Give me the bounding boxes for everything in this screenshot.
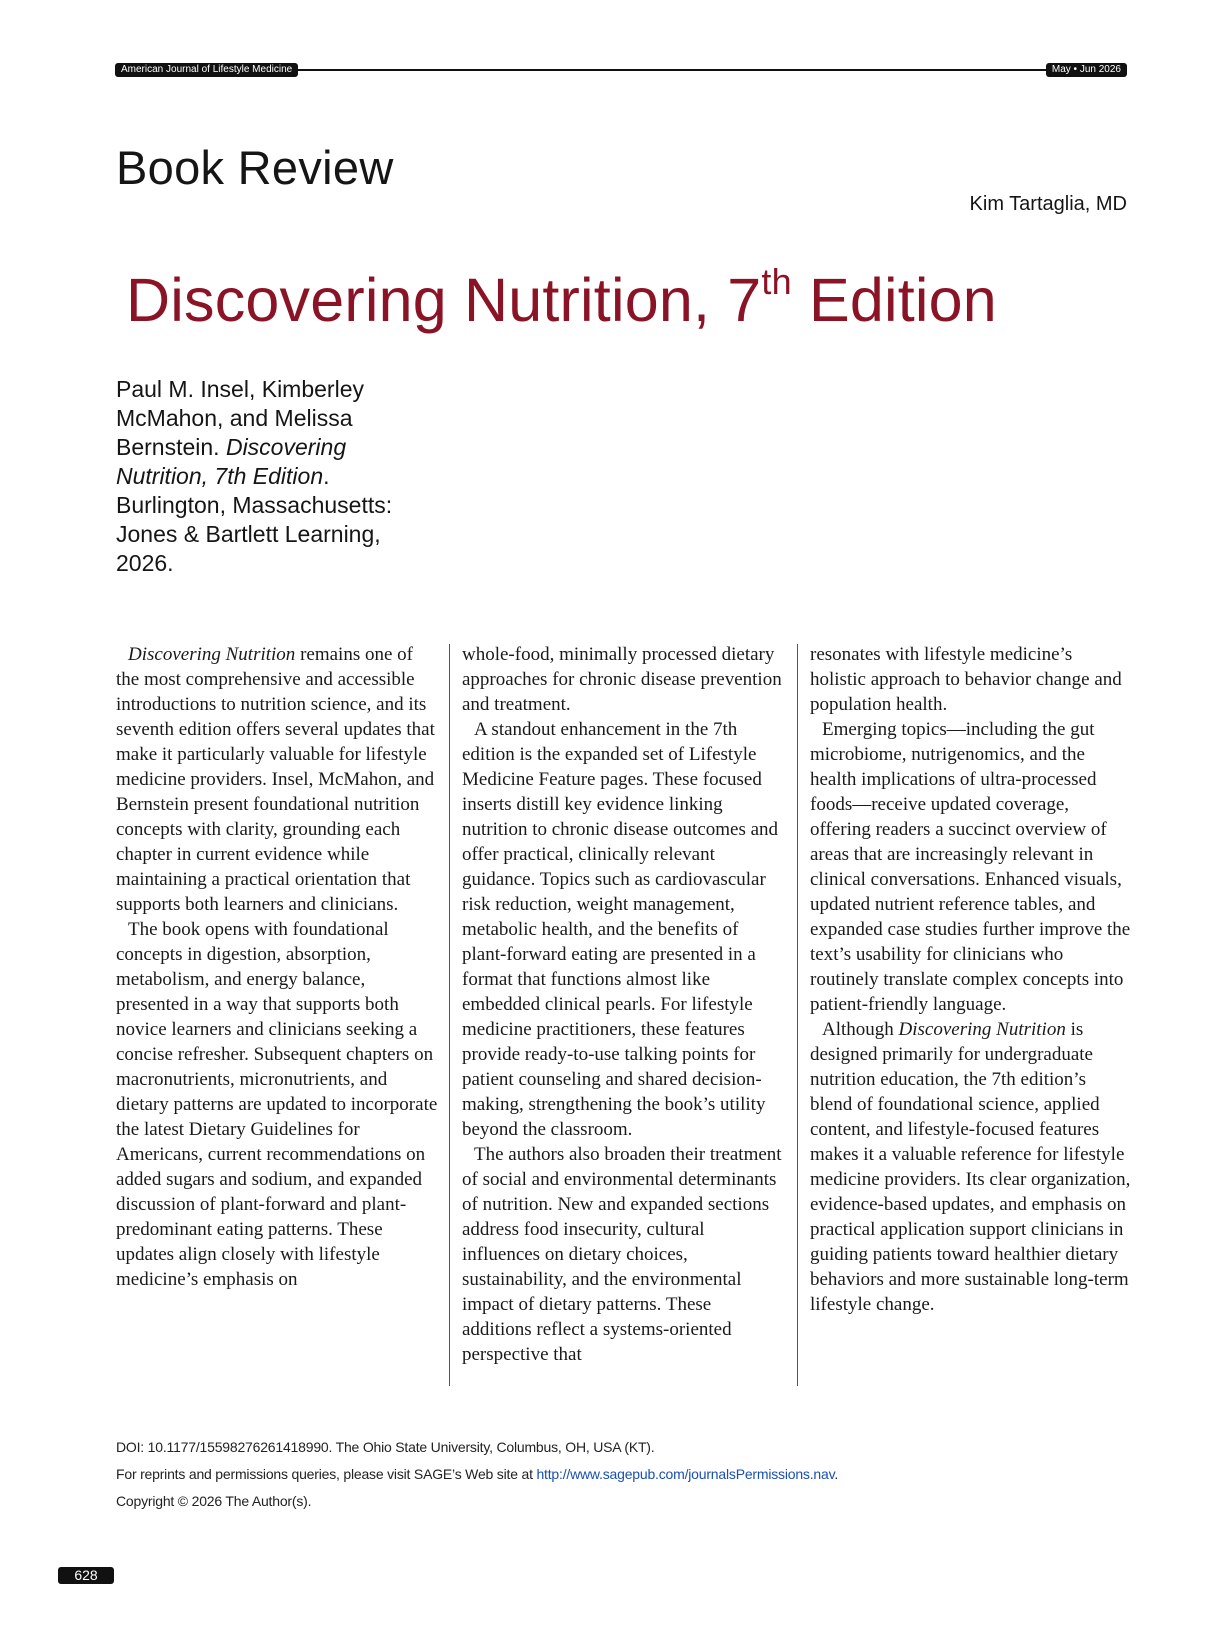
paragraph: Emerging topics—including the gut microbiome, nutrigenomics, and the health implications of ultra-processed foods—receive updated coverage, offering readers a succinct overview of areas that are increasingly relevant in clinical conversations. Enhanced visuals, updated nutrient reference tables, and expanded case studies further improve the text’s usability for clinicians who routinely translate complex concepts into patient-friendly language.: [810, 719, 1131, 1015]
book-title-superscript: th: [761, 261, 792, 302]
book-name-italic: Discovering Nutrition: [898, 1019, 1066, 1040]
paragraph-text: is designed primarily for undergraduate nutrition education, the 7th edition’s blend of foundational science, applied content, and lifestyle-focused features makes it a valuable reference for lifestyle medicine providers. Its clear organization, evidence-based updates, and emphasis on practical application support clinicians in guiding patients toward healthier dietary behaviors and more sustainable long-term lifestyle change.: [810, 1019, 1131, 1315]
reprints-note: [116, 1461, 1116, 1488]
paragraph-text: remains one of the most comprehensive and accessible introductions to nutrition science, and its seventh edition offers several updates that make it particularly valuable for lifestyle medicine providers. Insel, McMahon, and Bernstein present foundational nutrition concepts with clarity, grounding each chapter in current evidence while maintaining a practical orientation that supports both learners and clinicians.: [116, 644, 435, 915]
body-column-3: [810, 642, 1132, 1317]
body-column-1: [116, 642, 438, 1292]
journal-name: American Journal of Lifestyle Medicine: [115, 63, 298, 77]
citation-publisher: . Burlington, Massachusetts: Jones & Bartlett Learning, 2026.: [116, 463, 393, 576]
citation-title: Discovering Nutrition, 7th Edition: [116, 434, 347, 489]
book-name-italic: Discovering Nutrition: [128, 644, 296, 665]
issue-date: May • Jun 2026: [1046, 63, 1127, 77]
paragraph-text: Although: [822, 1019, 899, 1040]
body-column-2: [462, 642, 784, 1367]
book-title: [126, 262, 997, 338]
review-author: Kim Tartaglia, MD: [969, 193, 1127, 215]
book-title-main: Discovering Nutrition, 7: [126, 266, 762, 334]
column-divider: [449, 644, 450, 1386]
copyright-note: Copyright © 2026 The Author(s).: [116, 1493, 312, 1509]
paragraph: [116, 642, 438, 917]
page-number: 628: [58, 1567, 114, 1584]
book-citation: [116, 375, 436, 578]
column-divider: [797, 644, 798, 1386]
paragraph: [810, 1017, 1132, 1317]
permissions-link[interactable]: http://www.sagepub.com/journalsPermissions.nav: [536, 1466, 835, 1482]
paragraph: resonates with lifestyle medicine’s holistic approach to behavior change and population health.: [810, 644, 1122, 715]
reprints-suffix: .: [834, 1466, 839, 1482]
footnotes: [116, 1434, 1116, 1515]
paragraph: The authors also broaden their treatment of social and environmental determinants of nutrition. New and expanded sections address food insecurity, cultural influences on dietary choices, sustainability, and the environmental impact of dietary patterns. These additions reflect a systems-oriented perspective that: [462, 1144, 782, 1365]
citation-authors: Paul M. Insel, Kimberley McMahon, and Melissa Bernstein.: [116, 376, 364, 460]
paragraph: whole-food, minimally processed dietary approaches for chronic disease prevention and treatment.: [462, 644, 782, 715]
paragraph: A standout enhancement in the 7th edition is the expanded set of Lifestyle Medicine Feature pages. These focused inserts distill key evidence linking nutrition to chronic disease outcomes and offer practical, clinically relevant guidance. Topics such as cardiovascular risk reduction, weight management, metabolic health, and the benefits of plant-forward eating are presented in a format that functions almost like embedded clinical pearls. For lifestyle medicine practitioners, these features provide ready-to-use talking points for patient counseling and shared decision-making, strengthening the book’s utility beyond the classroom.: [462, 719, 779, 1140]
book-title-suffix: Edition: [791, 266, 997, 334]
section-title: Book Review: [116, 141, 394, 194]
reprints-text: For reprints and permissions queries, please visit SAGE’s Web site at: [116, 1466, 537, 1482]
doi-note: DOI: 10.1177/15598276261418990. The Ohio State University, Columbus, OH, USA (KT).: [116, 1439, 655, 1455]
paragraph: The book opens with foundational concepts in digestion, absorption, metabolism, and energy balance, presented in a way that supports both novice learners and clinicians seeking a concise refresher. Subsequent chapters on macronutrients, micronutrients, and dietary patterns are updated to incorporate the latest Dietary Guidelines for Americans, current recommendations on added sugars and sodium, and expanded discussion of plant-forward and plant-predominant eating patterns. These updates align closely with lifestyle medicine’s emphasis on: [116, 919, 438, 1290]
